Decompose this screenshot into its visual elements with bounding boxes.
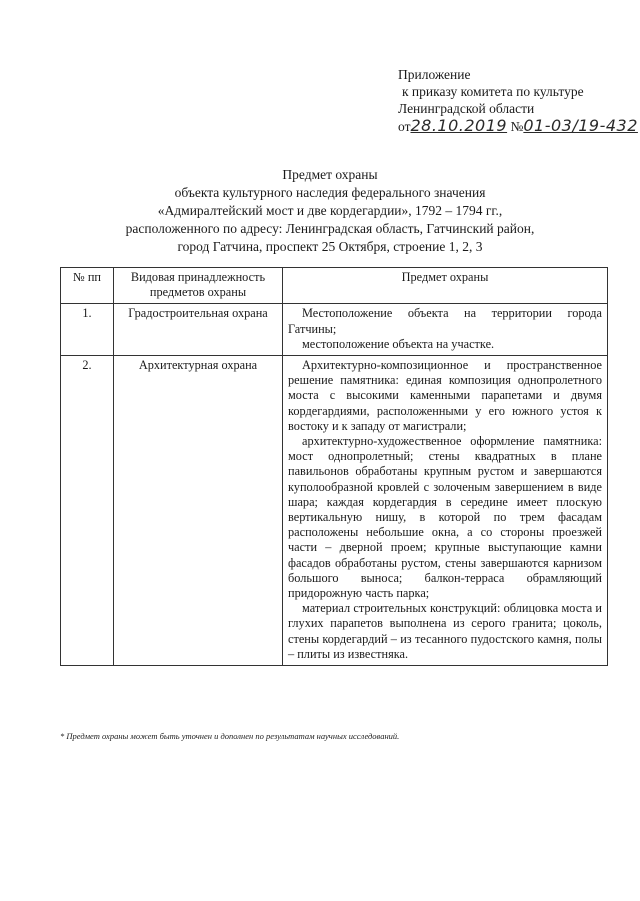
header-type: Видовая принадлежность предметов охраны <box>114 268 283 304</box>
title-line-4: расположенного по адресу: Ленинградская область, Гатчинский район, <box>125 221 535 236</box>
appendix-block <box>398 66 638 139</box>
title-line-5: город Гатчина, проспект 25 Октября, строение 1, 2, 3 <box>177 239 483 254</box>
table-header-row <box>61 268 608 304</box>
appendix-region: Ленинградской области <box>398 101 535 116</box>
row-number: 1. <box>61 304 114 356</box>
appendix-title: Приложение <box>398 67 471 82</box>
footnote-text: Предмет охраны может быть уточнен и дополнен по результатам научных исследований. <box>66 731 400 741</box>
row-subject <box>283 304 608 356</box>
row-subject <box>283 356 608 666</box>
date-prefix: от <box>398 119 411 134</box>
title-line-2: объекта культурного наследия федерального значения <box>174 185 486 200</box>
row-number: 2. <box>61 356 114 666</box>
title-line-1: Предмет охраны <box>282 167 378 182</box>
number-prefix: № <box>510 119 524 134</box>
order-number-handwritten: 01-03/19-432 <box>523 116 638 135</box>
subject-paragraph: архитектурно-художественное оформление памятника: мост однопролетный; стены квадратных в плане павильонов обработаны крупным рустом и завершаются куполообразной кровлей с золоченым завершением в виде шара; каждая кордегардия в середине имеет плоскую вертикальную нишу, в которой по трем фасадам расположены небольшие окна, а со стороны проезжей части – дверной проем; крупные выступающие камни фасадов обработаны рустом, стены завершаются карнизом большого выноса; балкон-терраса обрамляющий придорожную часть парка; <box>288 434 602 601</box>
subject-paragraph: местоположение объекта на участке. <box>302 336 495 351</box>
table-row <box>61 304 608 356</box>
appendix-order-ref: к приказу комитета по культуре <box>402 84 584 99</box>
header-number: № пп <box>61 268 114 304</box>
document-title <box>60 166 600 256</box>
footnote-mark: * <box>60 731 65 741</box>
footnote <box>60 731 620 741</box>
subject-paragraph: Архитектурно-композиционное и пространственное решение памятника: единая композиция однопролетного моста с высокими каменными парапетами и двумя кордегардиями, расположенными у его южного устоя к востоку и к западу от магистрали; <box>288 358 602 433</box>
table-row <box>61 356 608 666</box>
order-date-number-line <box>398 116 638 139</box>
row-type: Градостроительная охрана <box>114 304 283 356</box>
subject-paragraph: Местоположение объекта на территории города Гатчины; <box>288 306 602 336</box>
protection-subject-table <box>60 267 608 666</box>
title-line-3: «Адмиралтейский мост и две кордегардии», 1792 – 1794 гг., <box>157 203 503 218</box>
order-date-handwritten: 28.10.2019 <box>410 116 508 135</box>
row-type: Архитектурная охрана <box>114 356 283 666</box>
subject-paragraph: материал строительных конструкций: облицовка моста и глухих парапетов выполнена из серого гранита; цоколь, стены кордегардий – из тесанного пудостского камня, полы – плиты из известняка. <box>288 601 602 661</box>
header-subject: Предмет охраны <box>283 268 608 304</box>
